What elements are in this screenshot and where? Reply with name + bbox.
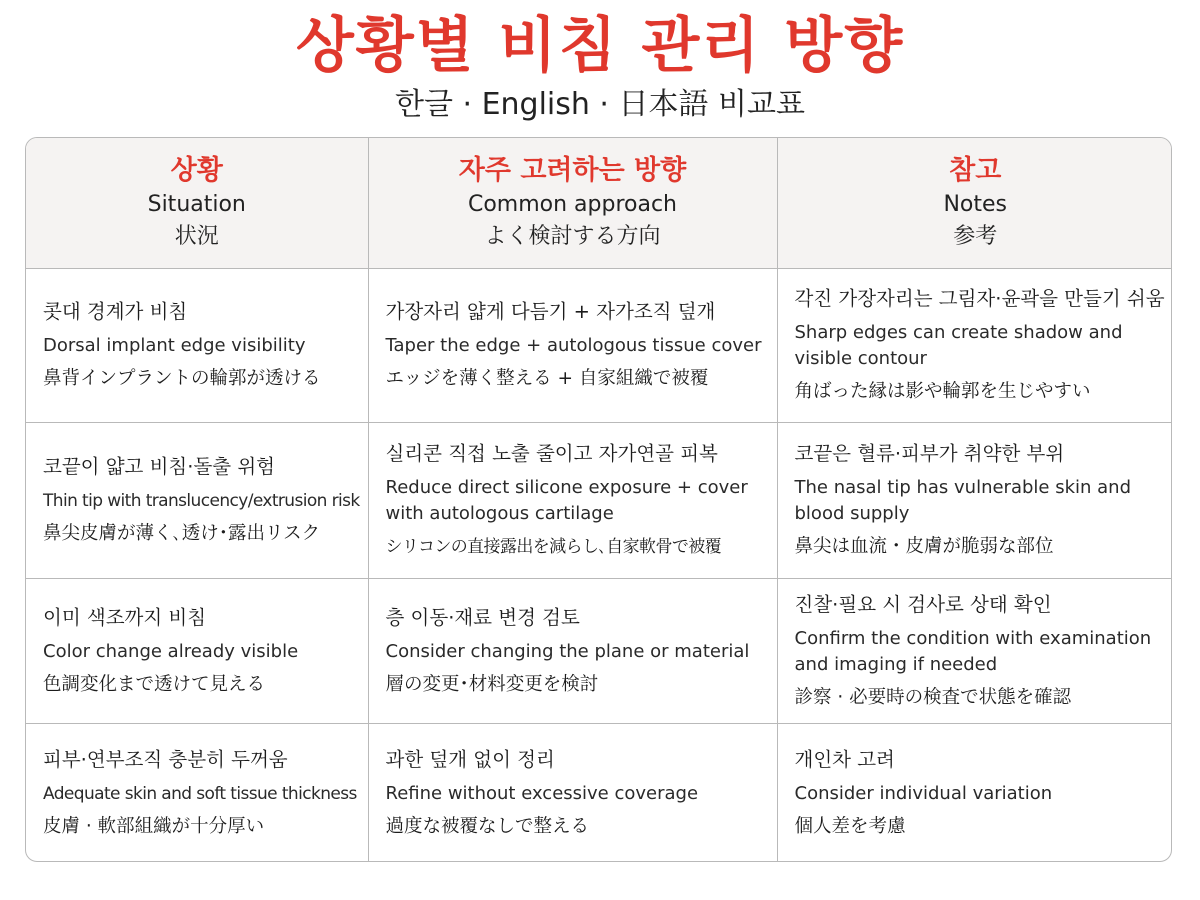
- header-label-ja: 参考: [953, 223, 998, 249]
- cell-text-ko: 과한 덮개 없이 정리: [385, 748, 555, 772]
- header-label-ja: よく検討する方向: [484, 223, 661, 249]
- cell-approach: [368, 723, 777, 862]
- header-approach: [368, 138, 777, 268]
- cell-text-en: Thin tip with translucency/extrusion risk: [43, 491, 360, 511]
- cell-text-ko: 피부·연부조직 충분히 두꺼움: [43, 748, 288, 772]
- cell-approach: [368, 578, 777, 723]
- header-label-ja: 状況: [174, 223, 219, 249]
- cell-text-ko: 층 이동·재료 변경 검토: [385, 605, 580, 629]
- cell-approach: [368, 422, 777, 578]
- cell-situation: [26, 578, 368, 723]
- cell-text-ja: 角ばった縁は影や輪郭を生じやすい: [794, 381, 1091, 402]
- cell-text-ja: 鼻背インプラントの輪郭が透ける: [43, 368, 321, 389]
- header-situation: [26, 138, 368, 268]
- cell-text-ja: 層の変更･材料変更を検討: [385, 673, 599, 695]
- cell-text-en: Sharp edges can create shadow and visible contour: [794, 322, 1123, 369]
- cell-text-ko: 개인차 고려: [794, 748, 895, 772]
- header-label-ko: 참고: [949, 154, 1002, 186]
- cell-text-ja: 過度な被覆なしで整える: [385, 816, 590, 838]
- cell-text-ja: 個人差を考慮: [794, 816, 906, 838]
- cell-text-ko: 진찰·필요 시 검사로 상태 확인: [794, 592, 1052, 616]
- cell-text-ko: 코끝은 혈류·피부가 취약한 부위: [794, 442, 1065, 465]
- header-label-ko: 자주 고려하는 방향: [458, 154, 687, 186]
- table-row: [26, 723, 1172, 862]
- cell-text-en: Consider changing the plane or material: [385, 640, 750, 662]
- cell-situation: [26, 268, 368, 422]
- cell-text-en: The nasal tip has vulnerable skin and blood supply: [794, 477, 1132, 524]
- cell-text-ja: 色調変化まで透けて見える: [43, 673, 266, 695]
- cell-situation: [26, 723, 368, 862]
- cell-notes: [777, 723, 1172, 862]
- cell-approach: [368, 268, 777, 422]
- cell-text-ja: シリコンの直接露出を減らし､自家軟骨で被覆: [385, 537, 722, 557]
- cell-text-ko: 실리콘 직접 노출 줄이고 자가연골 피복: [385, 442, 718, 465]
- header-notes: [777, 138, 1172, 268]
- cell-text-en: Taper the edge + autologous tissue cover: [385, 335, 762, 356]
- cell-text-ko: 가장자리 얇게 다듬기 + 자가조직 덮개: [385, 300, 716, 323]
- cell-text-ja: 鼻尖は血流・皮膚が脆弱な部位: [794, 536, 1054, 557]
- cell-text-ko: 코끝이 얇고 비침·돌출 위험: [43, 455, 276, 478]
- page-title: 상황별 비침 관리 방향: [295, 11, 905, 81]
- cell-text-ko: 이미 색조까지 비침: [43, 605, 207, 629]
- cell-text-ja: 皮膚 · 軟部組織が十分厚い: [43, 816, 265, 838]
- cell-notes: [777, 268, 1172, 422]
- comparison-table: [25, 137, 1172, 862]
- cell-text-en: Dorsal implant edge visibility: [43, 335, 306, 356]
- header-label-en: Common approach: [467, 191, 678, 217]
- cell-text-ja: エッジを薄く整える + 自家組織で被覆: [385, 368, 709, 389]
- header-row: [26, 138, 1172, 268]
- cell-text-ja: 診察 · 必要時の検査で状態を確認: [794, 686, 1072, 708]
- cell-text-en: Adequate skin and soft tissue thickness: [43, 784, 357, 805]
- header-label-en: Situation: [147, 191, 246, 217]
- cell-notes: [777, 578, 1172, 723]
- cell-text-en: Reduce direct silicone exposure + cover with autologous cartilage: [385, 477, 748, 524]
- cell-text-ko: 콧대 경계가 비침: [43, 300, 188, 323]
- cell-text-ko: 각진 가장자리는 그림자·윤곽을 만들기 쉬움: [794, 287, 1165, 310]
- cell-text-en: Confirm the condition with examination and imaging if needed: [794, 627, 1152, 675]
- page-subtitle: 한글 · English · 日本語 비교표: [395, 87, 805, 122]
- table-row: [26, 422, 1172, 578]
- cell-text-en: Consider individual variation: [794, 783, 1053, 805]
- table-row: [26, 268, 1172, 422]
- header-label-en: Notes: [943, 191, 1008, 217]
- cell-text-ja: 鼻尖皮膚が薄く､透け･露出リスク: [43, 523, 321, 544]
- cell-situation: [26, 422, 368, 578]
- cell-text-en: Refine without excessive coverage: [385, 783, 699, 805]
- table-row: [26, 578, 1172, 723]
- cell-text-en: Color change already visible: [43, 640, 299, 662]
- cell-notes: [777, 422, 1172, 578]
- header-label-ko: 상황: [170, 154, 223, 186]
